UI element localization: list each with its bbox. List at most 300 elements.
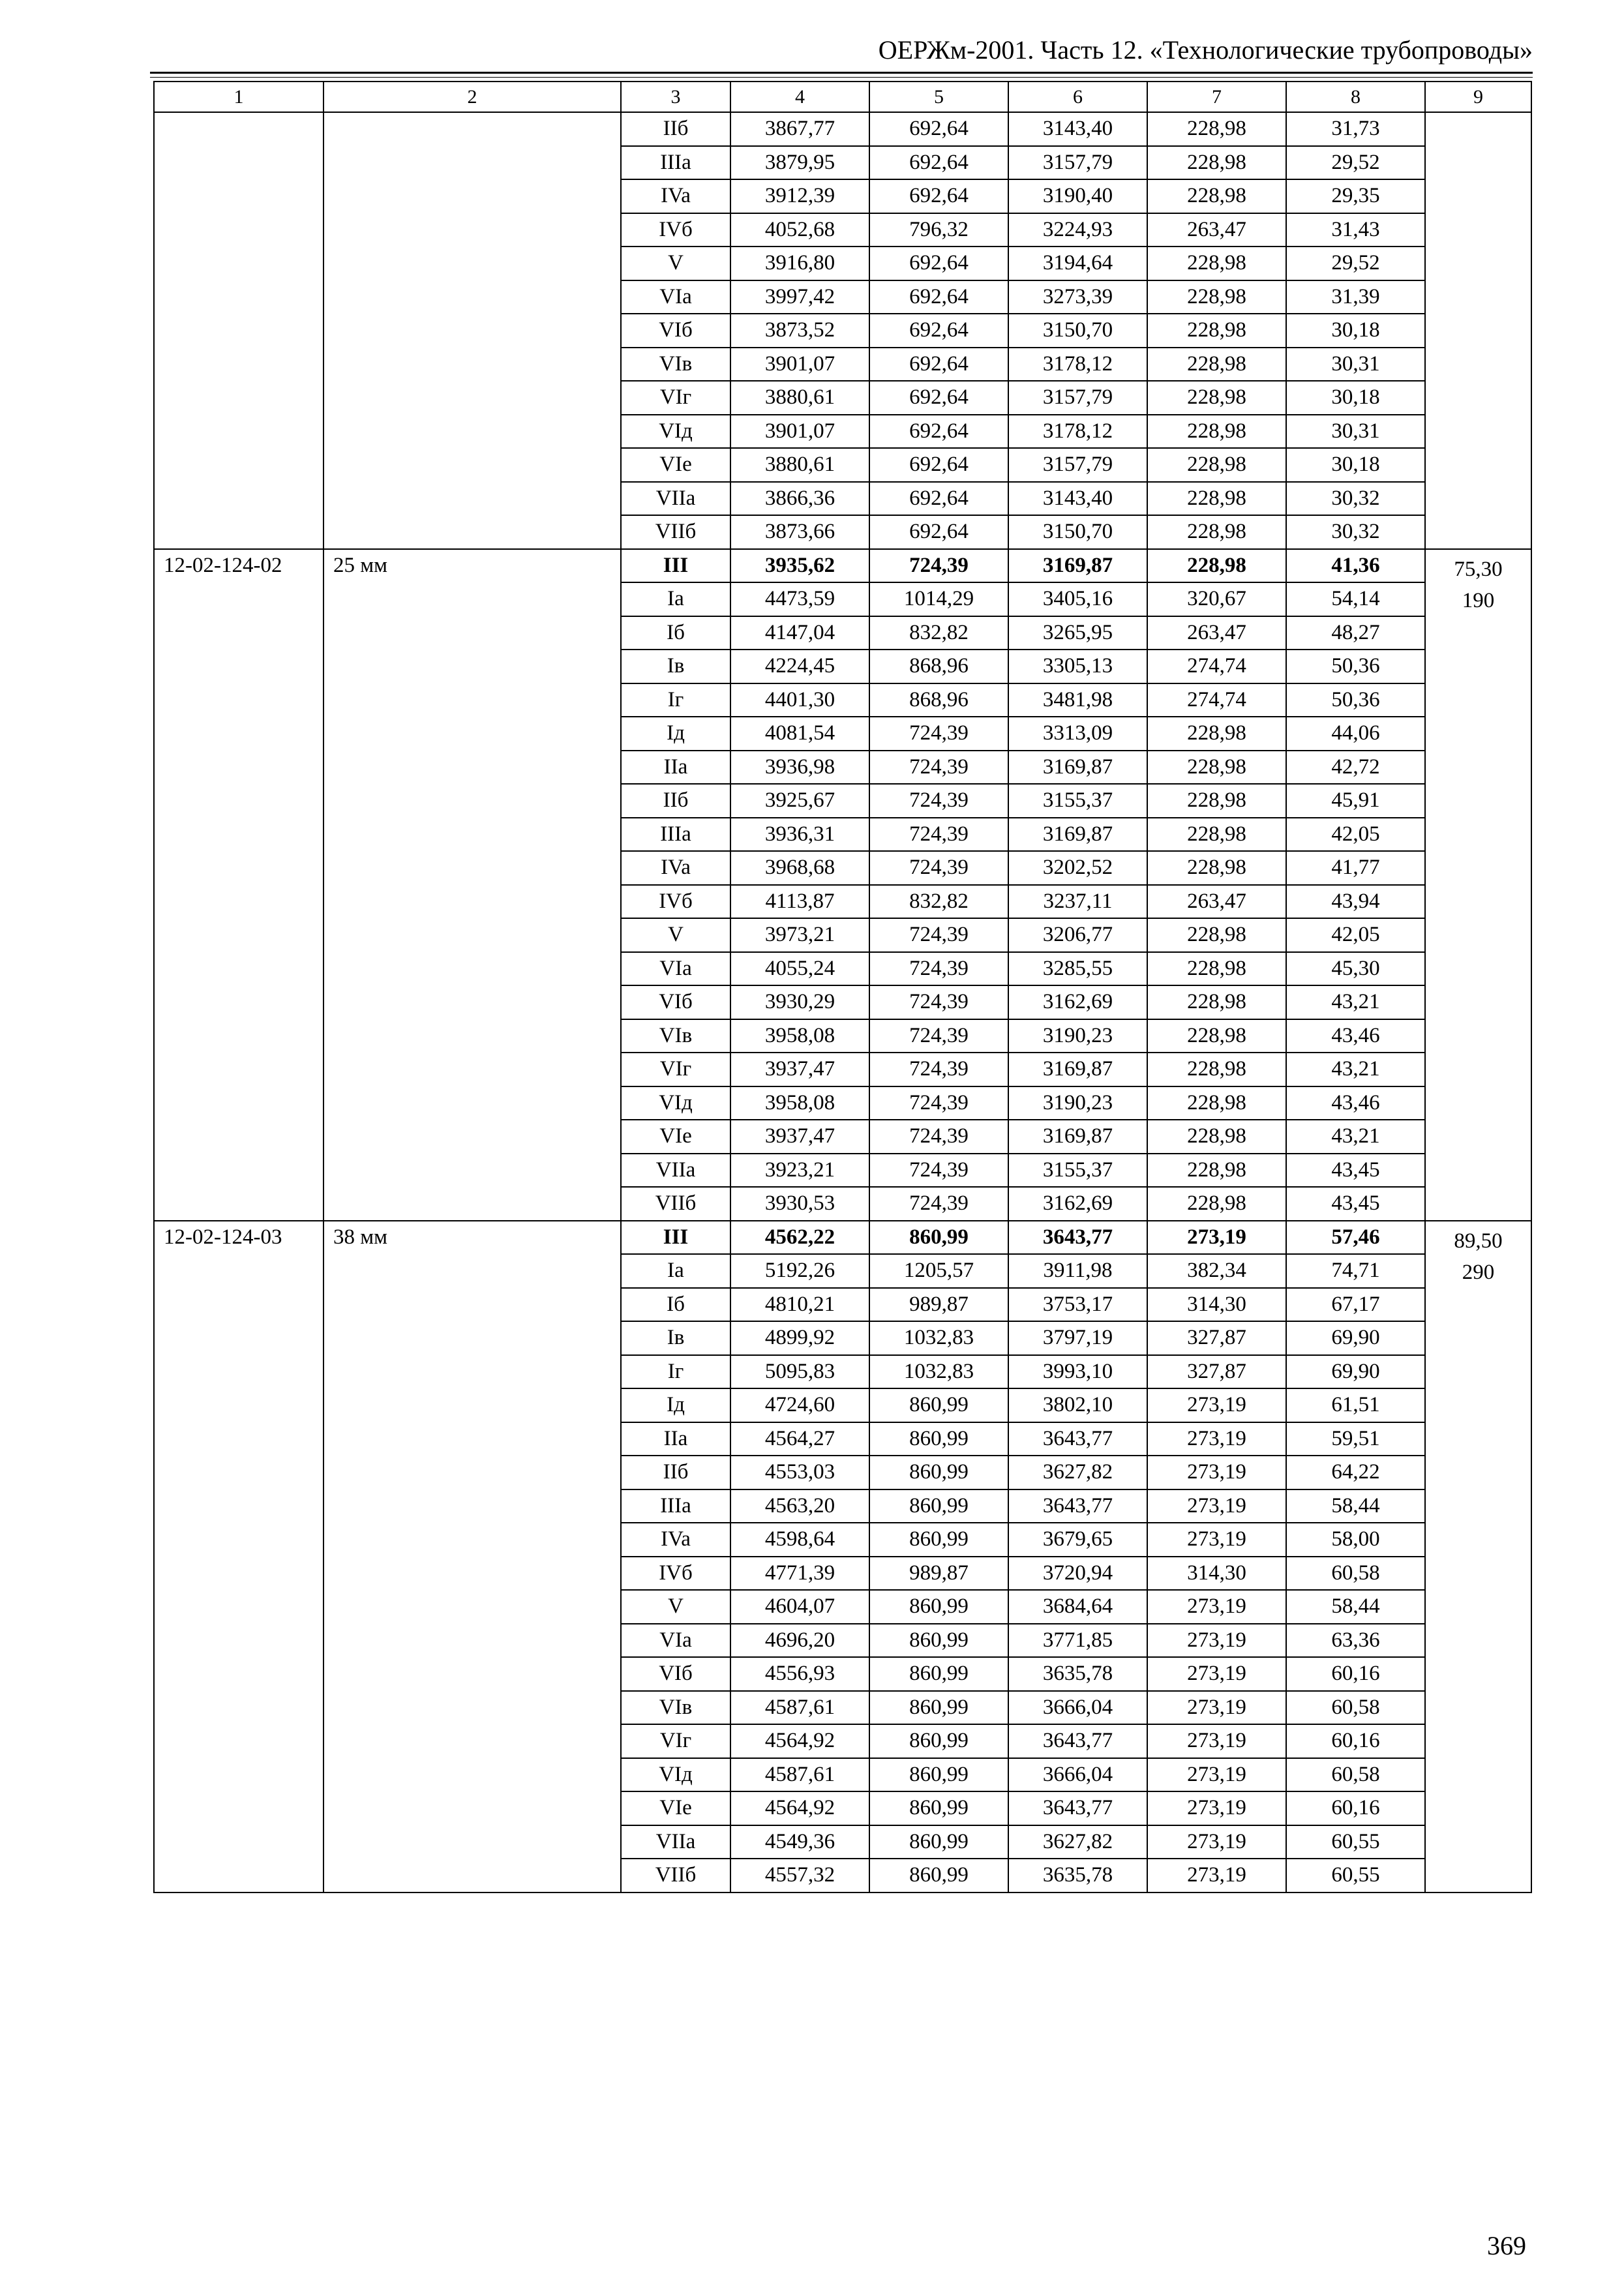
region-cell: III	[621, 1221, 730, 1255]
value-cell: 54,14	[1286, 582, 1425, 616]
value-cell: 989,87	[869, 1557, 1008, 1591]
region-cell: V	[621, 918, 730, 952]
region-cell: Ia	[621, 1254, 730, 1288]
value-cell: 3169,87	[1008, 1120, 1147, 1154]
value-cell: 31,43	[1286, 213, 1425, 247]
value-cell: 3155,37	[1008, 784, 1147, 818]
column-number: 5	[869, 82, 1008, 112]
region-cell: VIд	[621, 415, 730, 449]
value-cell: 1032,83	[869, 1355, 1008, 1389]
value-cell: 382,34	[1147, 1254, 1286, 1288]
value-cell: 692,64	[869, 112, 1008, 146]
value-cell: 58,44	[1286, 1489, 1425, 1523]
value-cell: 228,98	[1147, 247, 1286, 280]
value-cell: 3190,40	[1008, 179, 1147, 213]
value-cell: 263,47	[1147, 616, 1286, 650]
value-cell: 3901,07	[730, 415, 869, 449]
value-cell: 3162,69	[1008, 1187, 1147, 1221]
value-cell: 1032,83	[869, 1321, 1008, 1355]
region-cell: Iв	[621, 650, 730, 683]
value-cell: 3771,85	[1008, 1624, 1147, 1658]
value-cell: 692,64	[869, 381, 1008, 415]
value-cell: 273,19	[1147, 1624, 1286, 1658]
value-cell: 3937,47	[730, 1053, 869, 1086]
value-cell: 43,46	[1286, 1019, 1425, 1053]
value-cell: 67,17	[1286, 1288, 1425, 1322]
value-cell: 43,94	[1286, 885, 1425, 919]
value-cell: 3273,39	[1008, 280, 1147, 314]
header-rule	[150, 72, 1533, 74]
page-header-title: ОЕРЖм-2001. Часть 12. «Технологические трубопроводы»	[878, 35, 1533, 65]
value-cell: 29,35	[1286, 179, 1425, 213]
value-cell: 3265,95	[1008, 616, 1147, 650]
region-cell: VIб	[621, 985, 730, 1019]
value-cell: 3968,68	[730, 851, 869, 885]
region-cell: IIa	[621, 751, 730, 785]
value-cell: 724,39	[869, 918, 1008, 952]
value-cell: 273,19	[1147, 1523, 1286, 1557]
item-size-cell: 25 мм	[323, 549, 621, 1221]
table-row	[154, 549, 1531, 583]
value-cell: 3202,52	[1008, 851, 1147, 885]
value-cell: 30,18	[1286, 314, 1425, 348]
value-cell: 692,64	[869, 482, 1008, 516]
value-cell: 274,74	[1147, 683, 1286, 717]
value-cell: 60,55	[1286, 1825, 1425, 1859]
value-cell: 3224,93	[1008, 213, 1147, 247]
value-cell: 3684,64	[1008, 1590, 1147, 1624]
value-cell: 60,55	[1286, 1859, 1425, 1893]
header-rule-thin	[150, 77, 1533, 78]
value-cell: 228,98	[1147, 784, 1286, 818]
value-cell: 228,98	[1147, 515, 1286, 549]
value-cell: 30,32	[1286, 515, 1425, 549]
region-cell: VIIa	[621, 482, 730, 516]
value-cell: 860,99	[869, 1489, 1008, 1523]
value-cell: 320,67	[1147, 582, 1286, 616]
value-cell: 3880,61	[730, 448, 869, 482]
value-cell: 273,19	[1147, 1791, 1286, 1825]
value-cell: 692,64	[869, 280, 1008, 314]
value-cell: 273,19	[1147, 1489, 1286, 1523]
value-cell: 50,36	[1286, 683, 1425, 717]
value-cell: 3285,55	[1008, 952, 1147, 986]
value-cell: 273,19	[1147, 1724, 1286, 1758]
value-cell: 31,73	[1286, 112, 1425, 146]
column-number: 6	[1008, 82, 1147, 112]
value-cell: 273,19	[1147, 1859, 1286, 1893]
value-cell: 228,98	[1147, 985, 1286, 1019]
value-cell: 724,39	[869, 1086, 1008, 1120]
value-cell: 228,98	[1147, 717, 1286, 751]
value-cell: 860,99	[869, 1724, 1008, 1758]
region-cell: VIIa	[621, 1154, 730, 1188]
value-cell: 228,98	[1147, 1187, 1286, 1221]
value-cell: 860,99	[869, 1657, 1008, 1691]
value-cell: 860,99	[869, 1758, 1008, 1792]
value-cell: 3643,77	[1008, 1724, 1147, 1758]
region-cell: VIг	[621, 381, 730, 415]
value-cell: 3935,62	[730, 549, 869, 583]
value-cell: 3973,21	[730, 918, 869, 952]
value-cell: 692,64	[869, 448, 1008, 482]
value-cell: 692,64	[869, 415, 1008, 449]
value-cell: 860,99	[869, 1791, 1008, 1825]
value-cell: 4556,93	[730, 1657, 869, 1691]
value-cell: 4771,39	[730, 1557, 869, 1591]
value-cell: 3190,23	[1008, 1086, 1147, 1120]
value-cell: 42,05	[1286, 918, 1425, 952]
value-cell: 273,19	[1147, 1456, 1286, 1489]
value-cell: 3930,53	[730, 1187, 869, 1221]
value-cell: 69,90	[1286, 1321, 1425, 1355]
value-cell: 228,98	[1147, 1120, 1286, 1154]
region-cell: VIг	[621, 1724, 730, 1758]
region-cell: VIIб	[621, 1859, 730, 1893]
region-cell: VIa	[621, 952, 730, 986]
value-cell: 41,36	[1286, 549, 1425, 583]
value-cell: 3930,29	[730, 985, 869, 1019]
value-cell: 3867,77	[730, 112, 869, 146]
value-cell: 228,98	[1147, 1053, 1286, 1086]
value-cell: 327,87	[1147, 1355, 1286, 1389]
value-cell: 860,99	[869, 1456, 1008, 1489]
value-cell: 4113,87	[730, 885, 869, 919]
table-row	[154, 1221, 1531, 1255]
value-cell: 5192,26	[730, 1254, 869, 1288]
value-cell: 3405,16	[1008, 582, 1147, 616]
region-cell: Iб	[621, 616, 730, 650]
value-cell: 3169,87	[1008, 818, 1147, 852]
value-cell: 30,18	[1286, 448, 1425, 482]
item-size-cell	[323, 112, 621, 549]
col9-cell	[1425, 112, 1531, 549]
column-number: 8	[1286, 82, 1425, 112]
value-cell: 3162,69	[1008, 985, 1147, 1019]
value-cell: 860,99	[869, 1825, 1008, 1859]
value-cell: 3169,87	[1008, 1053, 1147, 1086]
value-cell: 228,98	[1147, 549, 1286, 583]
value-cell: 60,58	[1286, 1691, 1425, 1725]
region-cell: VIIб	[621, 1187, 730, 1221]
value-cell: 3911,98	[1008, 1254, 1147, 1288]
region-cell: IVa	[621, 1523, 730, 1557]
region-cell: IIa	[621, 1422, 730, 1456]
value-cell: 263,47	[1147, 213, 1286, 247]
value-cell: 989,87	[869, 1288, 1008, 1322]
col9-value: 75,30	[1454, 557, 1503, 581]
value-cell: 60,16	[1286, 1724, 1425, 1758]
value-cell: 832,82	[869, 616, 1008, 650]
value-cell: 724,39	[869, 717, 1008, 751]
value-cell: 832,82	[869, 885, 1008, 919]
value-cell: 3313,09	[1008, 717, 1147, 751]
value-cell: 228,98	[1147, 482, 1286, 516]
value-cell: 3627,82	[1008, 1825, 1147, 1859]
value-cell: 64,22	[1286, 1456, 1425, 1489]
value-cell: 3997,42	[730, 280, 869, 314]
value-cell: 57,46	[1286, 1221, 1425, 1255]
value-cell: 44,06	[1286, 717, 1425, 751]
value-cell: 860,99	[869, 1624, 1008, 1658]
region-cell: III	[621, 549, 730, 583]
item-size-cell: 38 мм	[323, 1221, 621, 1893]
region-cell: IIIa	[621, 818, 730, 852]
value-cell: 3879,95	[730, 146, 869, 180]
value-cell: 3958,08	[730, 1086, 869, 1120]
value-cell: 3873,66	[730, 515, 869, 549]
value-cell: 228,98	[1147, 179, 1286, 213]
page-number: 369	[1487, 2231, 1526, 2260]
value-cell: 4052,68	[730, 213, 869, 247]
value-cell: 692,64	[869, 179, 1008, 213]
item-code-cell: 12-02-124-03	[154, 1221, 323, 1893]
value-cell: 30,31	[1286, 348, 1425, 382]
column-number: 3	[621, 82, 730, 112]
value-cell: 4899,92	[730, 1321, 869, 1355]
value-cell: 3679,65	[1008, 1523, 1147, 1557]
region-cell: VIб	[621, 1657, 730, 1691]
region-cell: VIe	[621, 1791, 730, 1825]
value-cell: 3206,77	[1008, 918, 1147, 952]
region-cell: VIa	[621, 1624, 730, 1658]
value-cell: 4604,07	[730, 1590, 869, 1624]
item-code-cell	[154, 112, 323, 549]
item-code-cell: 12-02-124-02	[154, 549, 323, 1221]
value-cell: 3643,77	[1008, 1221, 1147, 1255]
col9-value: 290	[1462, 1260, 1495, 1284]
value-cell: 692,64	[869, 146, 1008, 180]
value-cell: 4696,20	[730, 1624, 869, 1658]
region-cell: IIб	[621, 1456, 730, 1489]
value-cell: 273,19	[1147, 1825, 1286, 1859]
value-cell: 3666,04	[1008, 1691, 1147, 1725]
value-cell: 3190,23	[1008, 1019, 1147, 1053]
value-cell: 60,16	[1286, 1657, 1425, 1691]
region-cell: VIд	[621, 1086, 730, 1120]
value-cell: 868,96	[869, 683, 1008, 717]
value-cell: 724,39	[869, 851, 1008, 885]
value-cell: 692,64	[869, 247, 1008, 280]
value-cell: 860,99	[869, 1691, 1008, 1725]
value-cell: 4401,30	[730, 683, 869, 717]
value-cell: 3936,98	[730, 751, 869, 785]
region-cell: V	[621, 247, 730, 280]
value-cell: 314,30	[1147, 1288, 1286, 1322]
value-cell: 3936,31	[730, 818, 869, 852]
value-cell: 692,64	[869, 515, 1008, 549]
value-cell: 29,52	[1286, 247, 1425, 280]
value-cell: 4587,61	[730, 1691, 869, 1725]
value-cell: 5095,83	[730, 1355, 869, 1389]
value-cell: 3912,39	[730, 179, 869, 213]
region-cell: Iд	[621, 1388, 730, 1422]
value-cell: 4055,24	[730, 952, 869, 986]
region-cell: Iг	[621, 1355, 730, 1389]
value-cell: 724,39	[869, 1154, 1008, 1188]
value-cell: 228,98	[1147, 1086, 1286, 1120]
column-number: 4	[730, 82, 869, 112]
value-cell: 228,98	[1147, 952, 1286, 986]
table-body	[154, 112, 1531, 1893]
region-cell: IIIa	[621, 1489, 730, 1523]
value-cell: 3958,08	[730, 1019, 869, 1053]
value-cell: 228,98	[1147, 1154, 1286, 1188]
value-cell: 58,00	[1286, 1523, 1425, 1557]
value-cell: 43,21	[1286, 1053, 1425, 1086]
value-cell: 3643,77	[1008, 1489, 1147, 1523]
value-cell: 4564,27	[730, 1422, 869, 1456]
value-cell: 3643,77	[1008, 1791, 1147, 1825]
region-cell: Iб	[621, 1288, 730, 1322]
region-cell: Iд	[621, 717, 730, 751]
price-table	[153, 81, 1532, 1893]
value-cell: 228,98	[1147, 1019, 1286, 1053]
value-cell: 228,98	[1147, 918, 1286, 952]
value-cell: 3157,79	[1008, 448, 1147, 482]
value-cell: 228,98	[1147, 415, 1286, 449]
value-cell: 3802,10	[1008, 1388, 1147, 1422]
value-cell: 3627,82	[1008, 1456, 1147, 1489]
value-cell: 724,39	[869, 1187, 1008, 1221]
value-cell: 3901,07	[730, 348, 869, 382]
value-cell: 273,19	[1147, 1691, 1286, 1725]
value-cell: 43,45	[1286, 1154, 1425, 1188]
value-cell: 327,87	[1147, 1321, 1286, 1355]
value-cell: 63,36	[1286, 1624, 1425, 1658]
col9-cell	[1425, 549, 1531, 1221]
region-cell: VIIa	[621, 1825, 730, 1859]
value-cell: 860,99	[869, 1422, 1008, 1456]
value-cell: 30,18	[1286, 381, 1425, 415]
value-cell: 724,39	[869, 549, 1008, 583]
value-cell: 3937,47	[730, 1120, 869, 1154]
value-cell: 228,98	[1147, 381, 1286, 415]
value-cell: 860,99	[869, 1523, 1008, 1557]
value-cell: 3194,64	[1008, 247, 1147, 280]
region-cell: VIIб	[621, 515, 730, 549]
value-cell: 3143,40	[1008, 482, 1147, 516]
value-cell: 58,44	[1286, 1590, 1425, 1624]
col9-value: 190	[1462, 588, 1495, 612]
value-cell: 45,30	[1286, 952, 1425, 986]
value-cell: 59,51	[1286, 1422, 1425, 1456]
column-number-row	[154, 82, 1531, 112]
value-cell: 3178,12	[1008, 348, 1147, 382]
value-cell: 3720,94	[1008, 1557, 1147, 1591]
value-cell: 1205,57	[869, 1254, 1008, 1288]
value-cell: 4557,32	[730, 1859, 869, 1893]
value-cell: 3155,37	[1008, 1154, 1147, 1188]
value-cell: 3157,79	[1008, 146, 1147, 180]
value-cell: 3925,67	[730, 784, 869, 818]
value-cell: 42,05	[1286, 818, 1425, 852]
value-cell: 724,39	[869, 818, 1008, 852]
value-cell: 50,36	[1286, 650, 1425, 683]
value-cell: 3993,10	[1008, 1355, 1147, 1389]
region-cell: IVб	[621, 885, 730, 919]
value-cell: 74,71	[1286, 1254, 1425, 1288]
region-cell: VIa	[621, 280, 730, 314]
region-cell: IVa	[621, 179, 730, 213]
value-cell: 3305,13	[1008, 650, 1147, 683]
value-cell: 3178,12	[1008, 415, 1147, 449]
value-cell: 60,58	[1286, 1557, 1425, 1591]
value-cell: 274,74	[1147, 650, 1286, 683]
value-cell: 3635,78	[1008, 1859, 1147, 1893]
value-cell: 3923,21	[730, 1154, 869, 1188]
region-cell: IVб	[621, 1557, 730, 1591]
region-cell: IIб	[621, 112, 730, 146]
value-cell: 3873,52	[730, 314, 869, 348]
region-cell: VIв	[621, 1691, 730, 1725]
value-cell: 3481,98	[1008, 683, 1147, 717]
value-cell: 3169,87	[1008, 549, 1147, 583]
value-cell: 4810,21	[730, 1288, 869, 1322]
value-cell: 4081,54	[730, 717, 869, 751]
value-cell: 228,98	[1147, 146, 1286, 180]
value-cell: 4562,22	[730, 1221, 869, 1255]
value-cell: 228,98	[1147, 448, 1286, 482]
value-cell: 41,77	[1286, 851, 1425, 885]
value-cell: 3157,79	[1008, 381, 1147, 415]
value-cell: 69,90	[1286, 1355, 1425, 1389]
value-cell: 796,32	[869, 213, 1008, 247]
value-cell: 228,98	[1147, 348, 1286, 382]
value-cell: 3150,70	[1008, 314, 1147, 348]
value-cell: 4147,04	[730, 616, 869, 650]
value-cell: 3143,40	[1008, 112, 1147, 146]
value-cell: 724,39	[869, 952, 1008, 986]
value-cell: 3753,17	[1008, 1288, 1147, 1322]
value-cell: 273,19	[1147, 1590, 1286, 1624]
value-cell: 4563,20	[730, 1489, 869, 1523]
value-cell: 4224,45	[730, 650, 869, 683]
value-cell: 4724,60	[730, 1388, 869, 1422]
value-cell: 228,98	[1147, 314, 1286, 348]
region-cell: IIIa	[621, 146, 730, 180]
value-cell: 4564,92	[730, 1791, 869, 1825]
value-cell: 228,98	[1147, 751, 1286, 785]
region-cell: VIв	[621, 1019, 730, 1053]
value-cell: 1014,29	[869, 582, 1008, 616]
value-cell: 860,99	[869, 1221, 1008, 1255]
value-cell: 724,39	[869, 784, 1008, 818]
value-cell: 61,51	[1286, 1388, 1425, 1422]
value-cell: 43,45	[1286, 1187, 1425, 1221]
col9-value: 89,50	[1454, 1229, 1503, 1253]
value-cell: 273,19	[1147, 1657, 1286, 1691]
value-cell: 45,91	[1286, 784, 1425, 818]
value-cell: 30,32	[1286, 482, 1425, 516]
value-cell: 3666,04	[1008, 1758, 1147, 1792]
value-cell: 60,58	[1286, 1758, 1425, 1792]
value-cell: 3866,36	[730, 482, 869, 516]
value-cell: 724,39	[869, 985, 1008, 1019]
value-cell: 3169,87	[1008, 751, 1147, 785]
value-cell: 3643,77	[1008, 1422, 1147, 1456]
region-cell: IVa	[621, 851, 730, 885]
table-row	[154, 112, 1531, 146]
region-cell: VIд	[621, 1758, 730, 1792]
value-cell: 3880,61	[730, 381, 869, 415]
region-cell: VIe	[621, 1120, 730, 1154]
region-cell: Ia	[621, 582, 730, 616]
column-number: 7	[1147, 82, 1286, 112]
value-cell: 42,72	[1286, 751, 1425, 785]
value-cell: 273,19	[1147, 1221, 1286, 1255]
value-cell: 724,39	[869, 751, 1008, 785]
